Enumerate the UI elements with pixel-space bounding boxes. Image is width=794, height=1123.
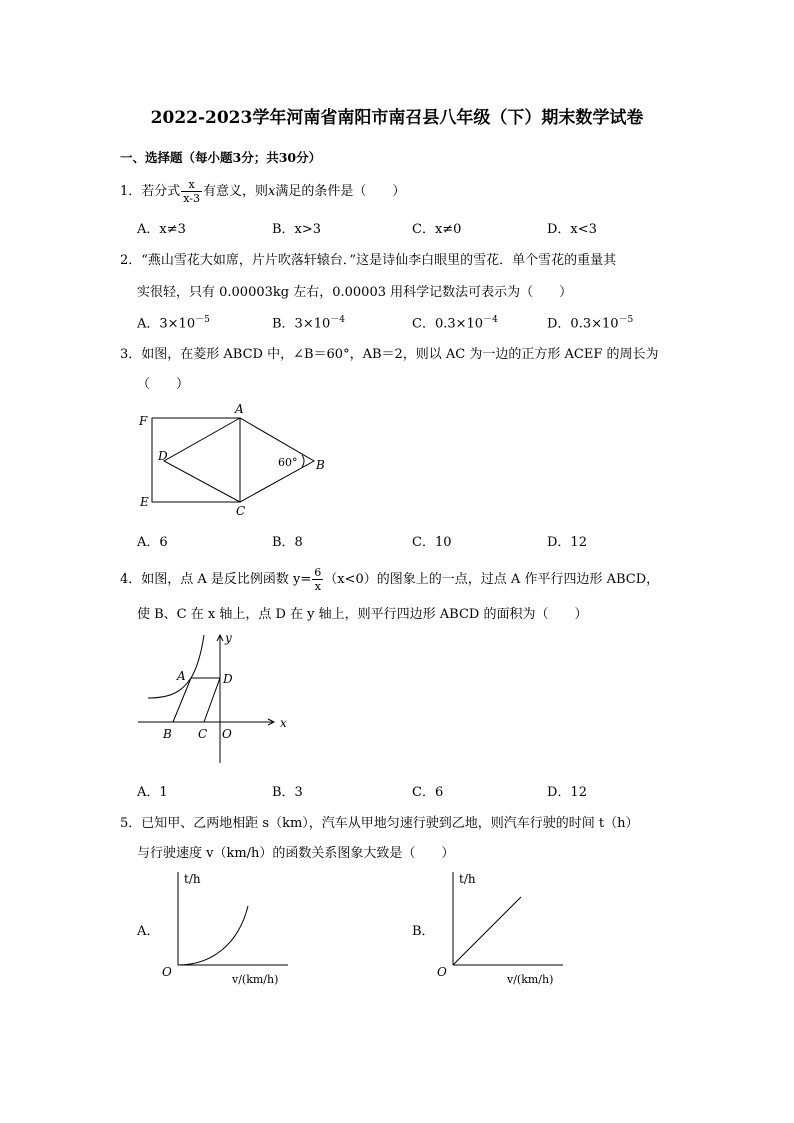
q2-option-b-base: B．3×10 — [272, 316, 331, 332]
x-label: x — [280, 716, 287, 730]
q4-graph-figure — [133, 630, 303, 765]
label-f: F — [139, 414, 148, 428]
q5-option-b-label: B． — [412, 924, 435, 939]
q1-option-b: B．x>3 — [272, 222, 322, 237]
q2-option-b-exp: －4 — [330, 315, 345, 325]
q2-option-a — [137, 312, 210, 331]
q1-prefix: 1．若分式 — [120, 184, 181, 199]
q2-option-d — [547, 312, 633, 331]
q2-option-c — [412, 312, 498, 331]
label-b: B — [316, 458, 325, 472]
q1-frac-num: x — [188, 178, 195, 191]
q1-option-d: D．x<3 — [547, 222, 597, 237]
q4-prefix: 4．如图，点 A 是反比例函数 y= — [120, 572, 312, 587]
graph-b-ylabel: t/h — [459, 872, 476, 886]
q4-option-d: D．12 — [547, 785, 587, 800]
q3-rhombus-figure — [130, 400, 340, 520]
q2-option-b — [272, 312, 345, 331]
q3-option-d: D．12 — [547, 535, 587, 550]
q5-graph-a — [160, 866, 300, 991]
q3-option-c: C．10 — [412, 535, 452, 550]
question-2-line-2: 实很轻，只有 0.00003kg 左右，0.00003 用科学记数法可表示为（ ） — [137, 285, 573, 300]
point-a-label: A — [177, 669, 186, 683]
q1-var: x — [268, 184, 276, 199]
q2-option-a-base: A．3×10 — [137, 316, 196, 332]
question-2-line-1: 2．“燕山雪花大如席，片片吹落轩辕台．”这是诗仙李白眼里的雪花．单个雪花的重量其 — [120, 253, 617, 268]
q5-option-a-label: A． — [137, 924, 160, 939]
q2-option-d-base: D．0.3×10 — [547, 316, 619, 332]
graph-a-ylabel: t/h — [184, 872, 201, 886]
q1-option-a: A．x≠3 — [137, 222, 186, 237]
q1-text-2: 满足的条件是（ ） — [275, 184, 406, 199]
hyperbola-curve — [148, 635, 204, 698]
point-b-label: B — [163, 727, 172, 741]
parallelogram-abcd — [173, 678, 220, 722]
q1-frac-den: x-3 — [183, 192, 201, 205]
q1-fraction — [181, 178, 202, 205]
q2-option-c-exp: －4 — [483, 315, 498, 325]
question-4-line-1 — [120, 566, 659, 593]
label-c: C — [236, 504, 246, 518]
angle-arc-b — [302, 455, 304, 467]
point-d-label: D — [223, 672, 233, 686]
label-a: A — [235, 402, 244, 416]
q4-option-b: B．3 — [272, 785, 303, 800]
q4-option-a: A．1 — [137, 785, 168, 800]
origin-label: O — [222, 727, 232, 741]
graph-b-line — [453, 897, 521, 965]
q3-option-b: B．8 — [272, 535, 303, 550]
question-1 — [120, 178, 405, 205]
question-5-line-2: 与行驶速度 v（km/h）的函数关系图象大致是（ ） — [137, 846, 455, 861]
y-label: y — [225, 631, 232, 645]
label-d: D — [158, 449, 168, 463]
graph-a-curve — [178, 906, 248, 965]
graph-b-origin: O — [437, 965, 447, 979]
label-e: E — [140, 495, 149, 509]
graph-b-xlabel: v/(km/h) — [507, 973, 554, 986]
q2-option-c-base: C．0.3×10 — [412, 316, 484, 332]
question-3-line-1: 3．如图，在菱形 ABCD 中，∠B＝60°，AB＝2，则以 AC 为一边的正方形 ACEF 的周长为 — [120, 347, 659, 362]
q3-option-a: A．6 — [137, 535, 168, 550]
question-4-line-2: 使 B、C 在 x 轴上，点 D 在 y 轴上，则平行四边形 ABCD 的面积为（ ） — [137, 607, 588, 622]
graph-a-origin: O — [162, 965, 172, 979]
q2-option-d-exp: －5 — [618, 315, 634, 325]
question-3-line-2: （ ） — [137, 377, 190, 392]
q4-frac-den: x — [312, 579, 323, 593]
q2-option-a-exp: －5 — [195, 315, 210, 325]
graph-a-xlabel: v/(km/h) — [232, 973, 279, 986]
q1-option-c: C．x≠0 — [412, 222, 462, 237]
q4-option-c: C．6 — [412, 785, 444, 800]
q4-fraction — [312, 566, 323, 593]
section-heading: 一、选择题（每小题3分；共30分） — [120, 150, 322, 165]
page-title: 2022-2023学年河南省南阳市南召县八年级（下）期末数学试卷 — [150, 108, 644, 128]
point-c-label: C — [198, 727, 208, 741]
q4-text: （x<0）的图象上的一点，过点 A 作平行四边形 ABCD， — [324, 572, 660, 587]
angle-label: 60° — [278, 456, 298, 469]
q1-text: 有意义，则 — [203, 184, 269, 199]
q4-frac-num: 6 — [314, 566, 322, 579]
question-5-line-1: 5．已知甲、乙两地相距 s（km），汽车从甲地匀速行驶到乙地，则汽车行驶的时间 t（h） — [120, 816, 639, 831]
q5-graph-b — [435, 866, 575, 991]
